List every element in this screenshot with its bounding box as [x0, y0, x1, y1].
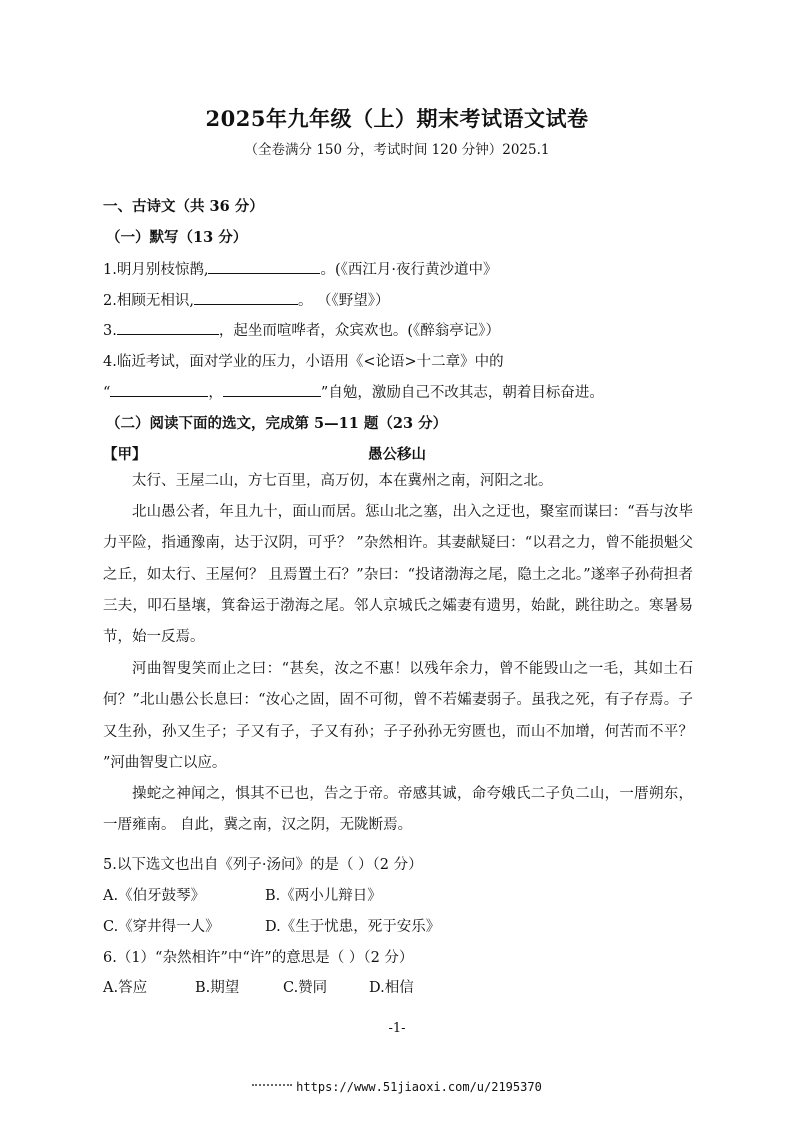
page-number: -1- [388, 1021, 406, 1036]
option-d: D.《生于忧患，死于安乐》 [265, 919, 441, 935]
option-b: B.《两小儿辩日》 [265, 888, 382, 904]
question-text: ， [208, 385, 223, 401]
question-6: 6.（1）“杂然相许”中“许”的意思是（ ）（2 分） [103, 950, 414, 966]
answer-blank[interactable] [117, 322, 219, 335]
passage-tag: 【甲】 [103, 446, 147, 463]
question-text: 。(《西江月·夜行黄沙道中》 [320, 262, 498, 278]
question-text: 1.明月别枝惊鹊, [103, 262, 209, 278]
answer-blank[interactable] [110, 384, 208, 397]
answer-blank[interactable] [194, 292, 298, 305]
section-heading: 一、古诗文（共 36 分） [103, 198, 264, 215]
option-c: C.《穿井得一人》 [103, 919, 220, 935]
exam-info: （全卷满分 150 分，考试时间 120 分钟）2025.1 [244, 142, 550, 158]
question-text: 。 （《野望》） [297, 293, 390, 309]
question-3 [103, 319, 500, 340]
option-d: D.相信 [369, 980, 414, 996]
answer-blank[interactable] [223, 384, 321, 397]
passage-paragraph: 太行、王屋二山，方七百里，高万仞，本在冀州之南，河阳之北。 [132, 473, 553, 489]
question-text: ”自勉，激励自己不改其志，朝着目标奋进。 [320, 385, 604, 401]
option-a: A.《伯牙鼓琴》 [103, 888, 206, 904]
question-text: ，起坐而喧哗者，众宾欢也。(《醉翁亭记》） [218, 323, 500, 339]
passage-title: 愚公移山 [368, 446, 426, 463]
page-title: 2025年九年级（上）期末考试语文试卷 [205, 106, 589, 131]
question-2 [103, 289, 390, 310]
option-c: C.赞同 [283, 980, 328, 996]
watermark-logo [252, 1084, 292, 1091]
question-1 [103, 258, 497, 279]
option-a: A.答应 [103, 980, 148, 996]
footer-url[interactable]: https://www.51jiaoxi.com/u/2195370 [296, 1080, 542, 1094]
question-text: 3. [103, 323, 117, 339]
passage-paragraph: 操蛇之神闻之，惧其不已也，告之于帝。帝感其诚，命夸娥氏二子负二山，一厝朔东，一厝雍南。 自此，冀之南，汉之阴，无陇断焉。 [103, 786, 693, 834]
part-heading: （一）默写（13 分） [106, 229, 248, 246]
passage-paragraph: 北山愚公者，年且九十，面山而居。惩山北之塞，出入之迂也，聚室而谋曰：“吾与汝毕力平险，指通豫南，达于汉阴，可乎？ ”杂然相许。其妻献疑曰：“以君之力，曾不能损魁父之丘，如太行、王屋何？ 且焉置土石？”杂曰：“投诸渤海之尾，隐土之北。”遂率子孙荷担者三夫，叩石垦壤，箕畚运于渤海之尾。邻人京城氏之孀妻有遗男，始龀，跳往助之。寒暑易节，始一反焉。 [103, 504, 693, 646]
question-text: 2.相顾无相识, [103, 293, 194, 309]
question-4: 4.临近考试，面对学业的压力，小语用《<论语>十二章》中的 [103, 354, 504, 370]
question-5: 5.以下选文也出自《列子·汤问》的是（ ）（2 分） [103, 857, 423, 873]
option-b: B.期望 [195, 980, 240, 996]
passage-paragraph: 河曲智叟笑而止之曰：“甚矣，汝之不惠！以残年余力，曾不能毁山之一毛，其如土石何？”北山愚公长息曰：“汝心之固，固不可彻，曾不若孀妻弱子。虽我之死，有子存焉。子又生孙，孙又生子；子又有子，子又有孙；子子孙孙无穷匮也，而山不加增，何苦而不平？ ”河曲智叟亡以应。 [103, 661, 693, 771]
footer [0, 1080, 794, 1094]
part-heading: （二）阅读下面的选文，完成第 5—11 题（23 分） [106, 415, 448, 432]
question-text: “ [103, 385, 111, 401]
answer-blank[interactable] [208, 261, 320, 274]
question-4-continued [103, 381, 604, 402]
